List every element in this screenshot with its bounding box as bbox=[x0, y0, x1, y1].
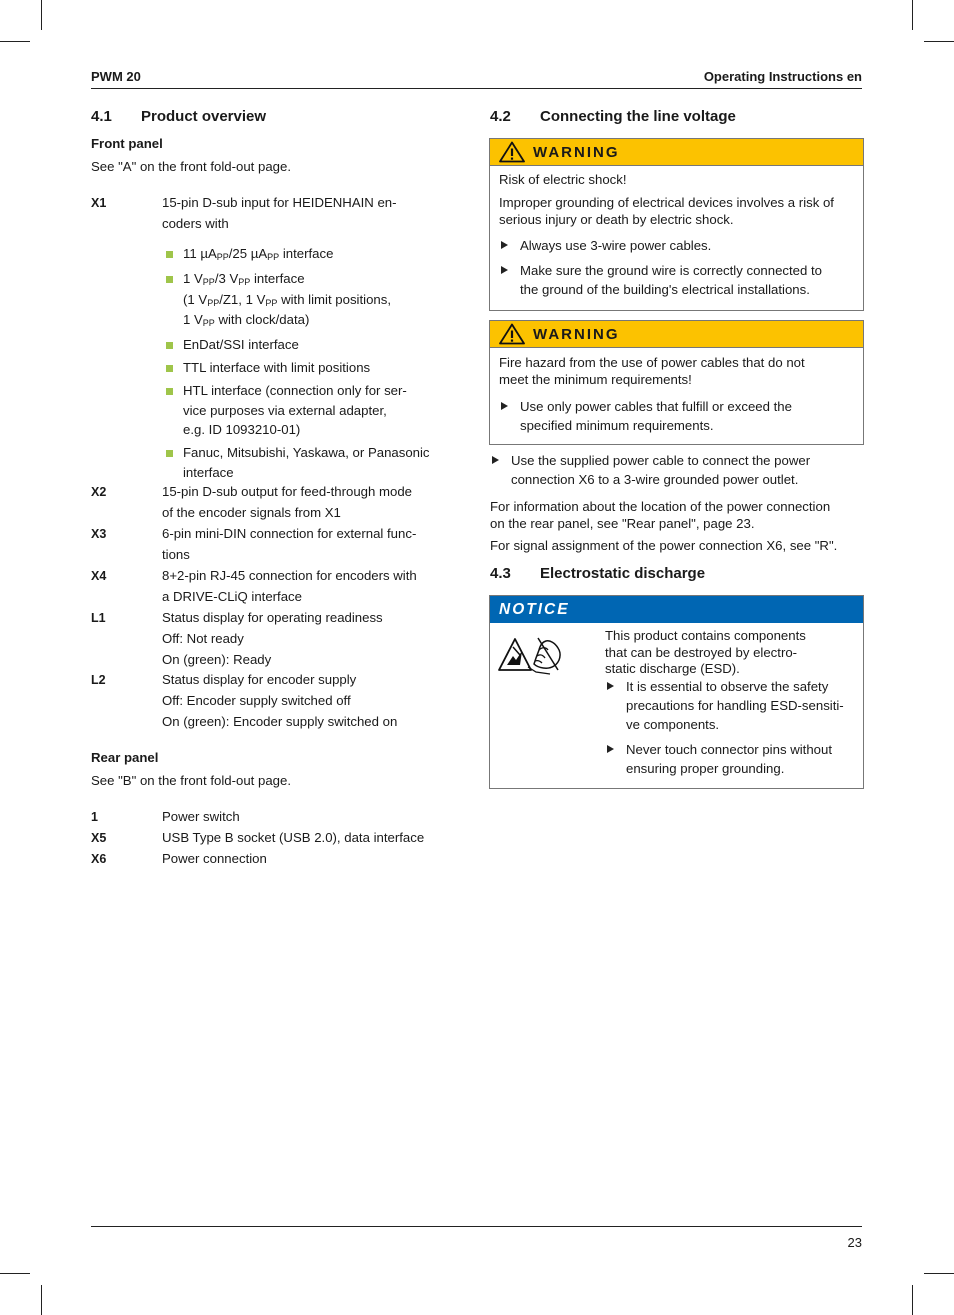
crop-mark bbox=[41, 1285, 42, 1315]
front-panel-reference: See "A" on the front fold-out page. bbox=[91, 159, 291, 174]
def-key: X1 bbox=[91, 196, 107, 210]
def-key: X3 bbox=[91, 527, 107, 541]
def-key: X5 bbox=[91, 831, 107, 845]
crop-mark bbox=[924, 41, 954, 42]
warning-title: WARNING bbox=[533, 144, 620, 161]
def-key: L1 bbox=[91, 611, 106, 625]
def-key: X6 bbox=[91, 852, 107, 866]
warning-title: WARNING bbox=[533, 326, 620, 343]
header-doc-title: Operating Instructions en bbox=[703, 69, 862, 84]
arrow-bullet-icon bbox=[501, 402, 508, 410]
def-text: 15-pin D-sub input for HEIDENHAIN en- bbox=[162, 195, 397, 210]
notice-text: This product contains components that can be destroyed by electro- static discharge (ESD). bbox=[605, 628, 806, 676]
warning-header bbox=[490, 321, 863, 348]
arrow-bullet-icon bbox=[501, 241, 508, 249]
arrow-bullet-icon bbox=[492, 456, 499, 464]
def-key: L2 bbox=[91, 673, 106, 687]
header-product: PWM 20 bbox=[91, 69, 141, 84]
crop-mark bbox=[0, 1273, 30, 1274]
arrow-bullet-icon bbox=[607, 745, 614, 753]
warning-box-shock: WARNING Risk of electric shock! Improper grounding of electrical devices involves a risk of serious injury or death by electric shock. Always use 3-wire power cables. Make sure the ground wire is correctly connected to the ground of the building's electrical installations. bbox=[489, 138, 864, 311]
warning-text: Risk of electric shock! bbox=[499, 172, 627, 187]
page-number: 23 bbox=[847, 1235, 862, 1250]
section-number: 4.2 bbox=[490, 108, 511, 125]
info-paragraph: For signal assignment of the power connection X6, see "R". bbox=[490, 538, 838, 553]
section-esd-heading bbox=[490, 563, 862, 585]
bullet-icon bbox=[166, 251, 173, 258]
bullet-icon bbox=[166, 388, 173, 395]
rear-panel-reference: See "B" on the front fold-out page. bbox=[91, 773, 291, 788]
warning-text: Improper grounding of electrical devices involves a risk of serious injury or death by electric shock. bbox=[499, 195, 834, 227]
crop-mark bbox=[0, 41, 30, 42]
crop-mark bbox=[41, 0, 42, 30]
warning-box-fire: WARNING Fire hazard from the use of power cables that do not meet the minimum requirements! Use only power cables that fulfill or exceed the specified minimum requirements. bbox=[489, 320, 864, 445]
section-title: Electrostatic discharge bbox=[540, 565, 706, 582]
front-panel-heading: Front panel bbox=[91, 136, 163, 151]
warning-triangle-icon bbox=[499, 323, 525, 345]
def-key: X4 bbox=[91, 569, 107, 583]
def-key: X2 bbox=[91, 485, 107, 499]
section-number: 4.3 bbox=[490, 565, 511, 582]
info-paragraph: For information about the location of the power connection on the rear panel, see "Rear panel", page 23. bbox=[490, 499, 831, 531]
bullet-icon bbox=[166, 450, 173, 457]
page-footer-rule bbox=[91, 1226, 862, 1227]
bullet-icon bbox=[166, 276, 173, 283]
arrow-bullet-icon bbox=[501, 266, 508, 274]
list-item: 1 $V_{PP}/3$ $V_{PP}$ interface (1 $V_{PP}/Z1$, 1 $V_{PP}$ with limit positions, 1 $V_{PP}$ with clock/data) bbox=[162, 269, 462, 329]
section-line-voltage-heading bbox=[490, 106, 862, 128]
bullet-icon bbox=[166, 342, 173, 349]
esd-hand-icon bbox=[498, 634, 566, 676]
def-text: coders with bbox=[162, 216, 229, 231]
bullet-icon bbox=[166, 365, 173, 372]
arrow-bullet-icon bbox=[607, 682, 614, 690]
warning-text: Fire hazard from the use of power cables that do not meet the minimum requirements! bbox=[499, 355, 805, 387]
section-title: Connecting the line voltage bbox=[540, 108, 736, 125]
crop-mark bbox=[924, 1273, 954, 1274]
warning-triangle-icon bbox=[499, 141, 525, 163]
section-title: Product overview bbox=[141, 108, 267, 125]
def-key: 1 bbox=[91, 810, 98, 824]
warning-header bbox=[490, 139, 863, 166]
crop-mark bbox=[912, 1285, 913, 1315]
notice-title: NOTICE bbox=[499, 601, 570, 618]
section-number: 4.1 bbox=[91, 108, 112, 125]
crop-mark bbox=[912, 0, 913, 30]
notice-box-esd: NOTICE This product contains components that can be destroyed by electro- static discharge (ESD). It is essential to observe the safety precautions for handling ESD-sensiti- ve components. Never touch connector pins without ensuring proper grounding. bbox=[489, 595, 864, 789]
front-panel-definitions: X1 15-pin D-sub input for HEIDENHAIN en- coders with 11 µA$_{PP}$/25 µA$_{PP}$ interface 1 $V_{PP}/3$ $V_{PP}$ interface (1 $V_{PP}/Z1$, 1 $V_{PP}$ with limit positions, 1 $V_{PP}$ with clock/data) EnDat/SSI interface TTL interface with limit positions HTL interface (connection only for ser- vice purposes via external adapter, e.g. ID 1093210-01) Fanuc, Mitsubishi, Yaskawa, or Panasonic interface X2 15-pin D-sub output for feed-through mode of the encoder signals from X1 X3 6-pin mini-DIN connection for external func- tions X4 8+2-pin RJ-45 connection for encoders with a DRIVE-CLiQ interface L1 Status display for operating readiness Off: Not ready On (green): Ready L2 Status display for encoder supply Off: Encoder supply switched off On (green): Encoder supply switched on Rear panel See "B" on the front fold-out page. 1 Power switch X5 USB Type B socket (USB 2.0), data interface X6 Power connection bbox=[91, 0, 471, 900]
notice-header bbox=[490, 596, 863, 623]
rear-panel-heading: Rear panel bbox=[91, 750, 159, 765]
